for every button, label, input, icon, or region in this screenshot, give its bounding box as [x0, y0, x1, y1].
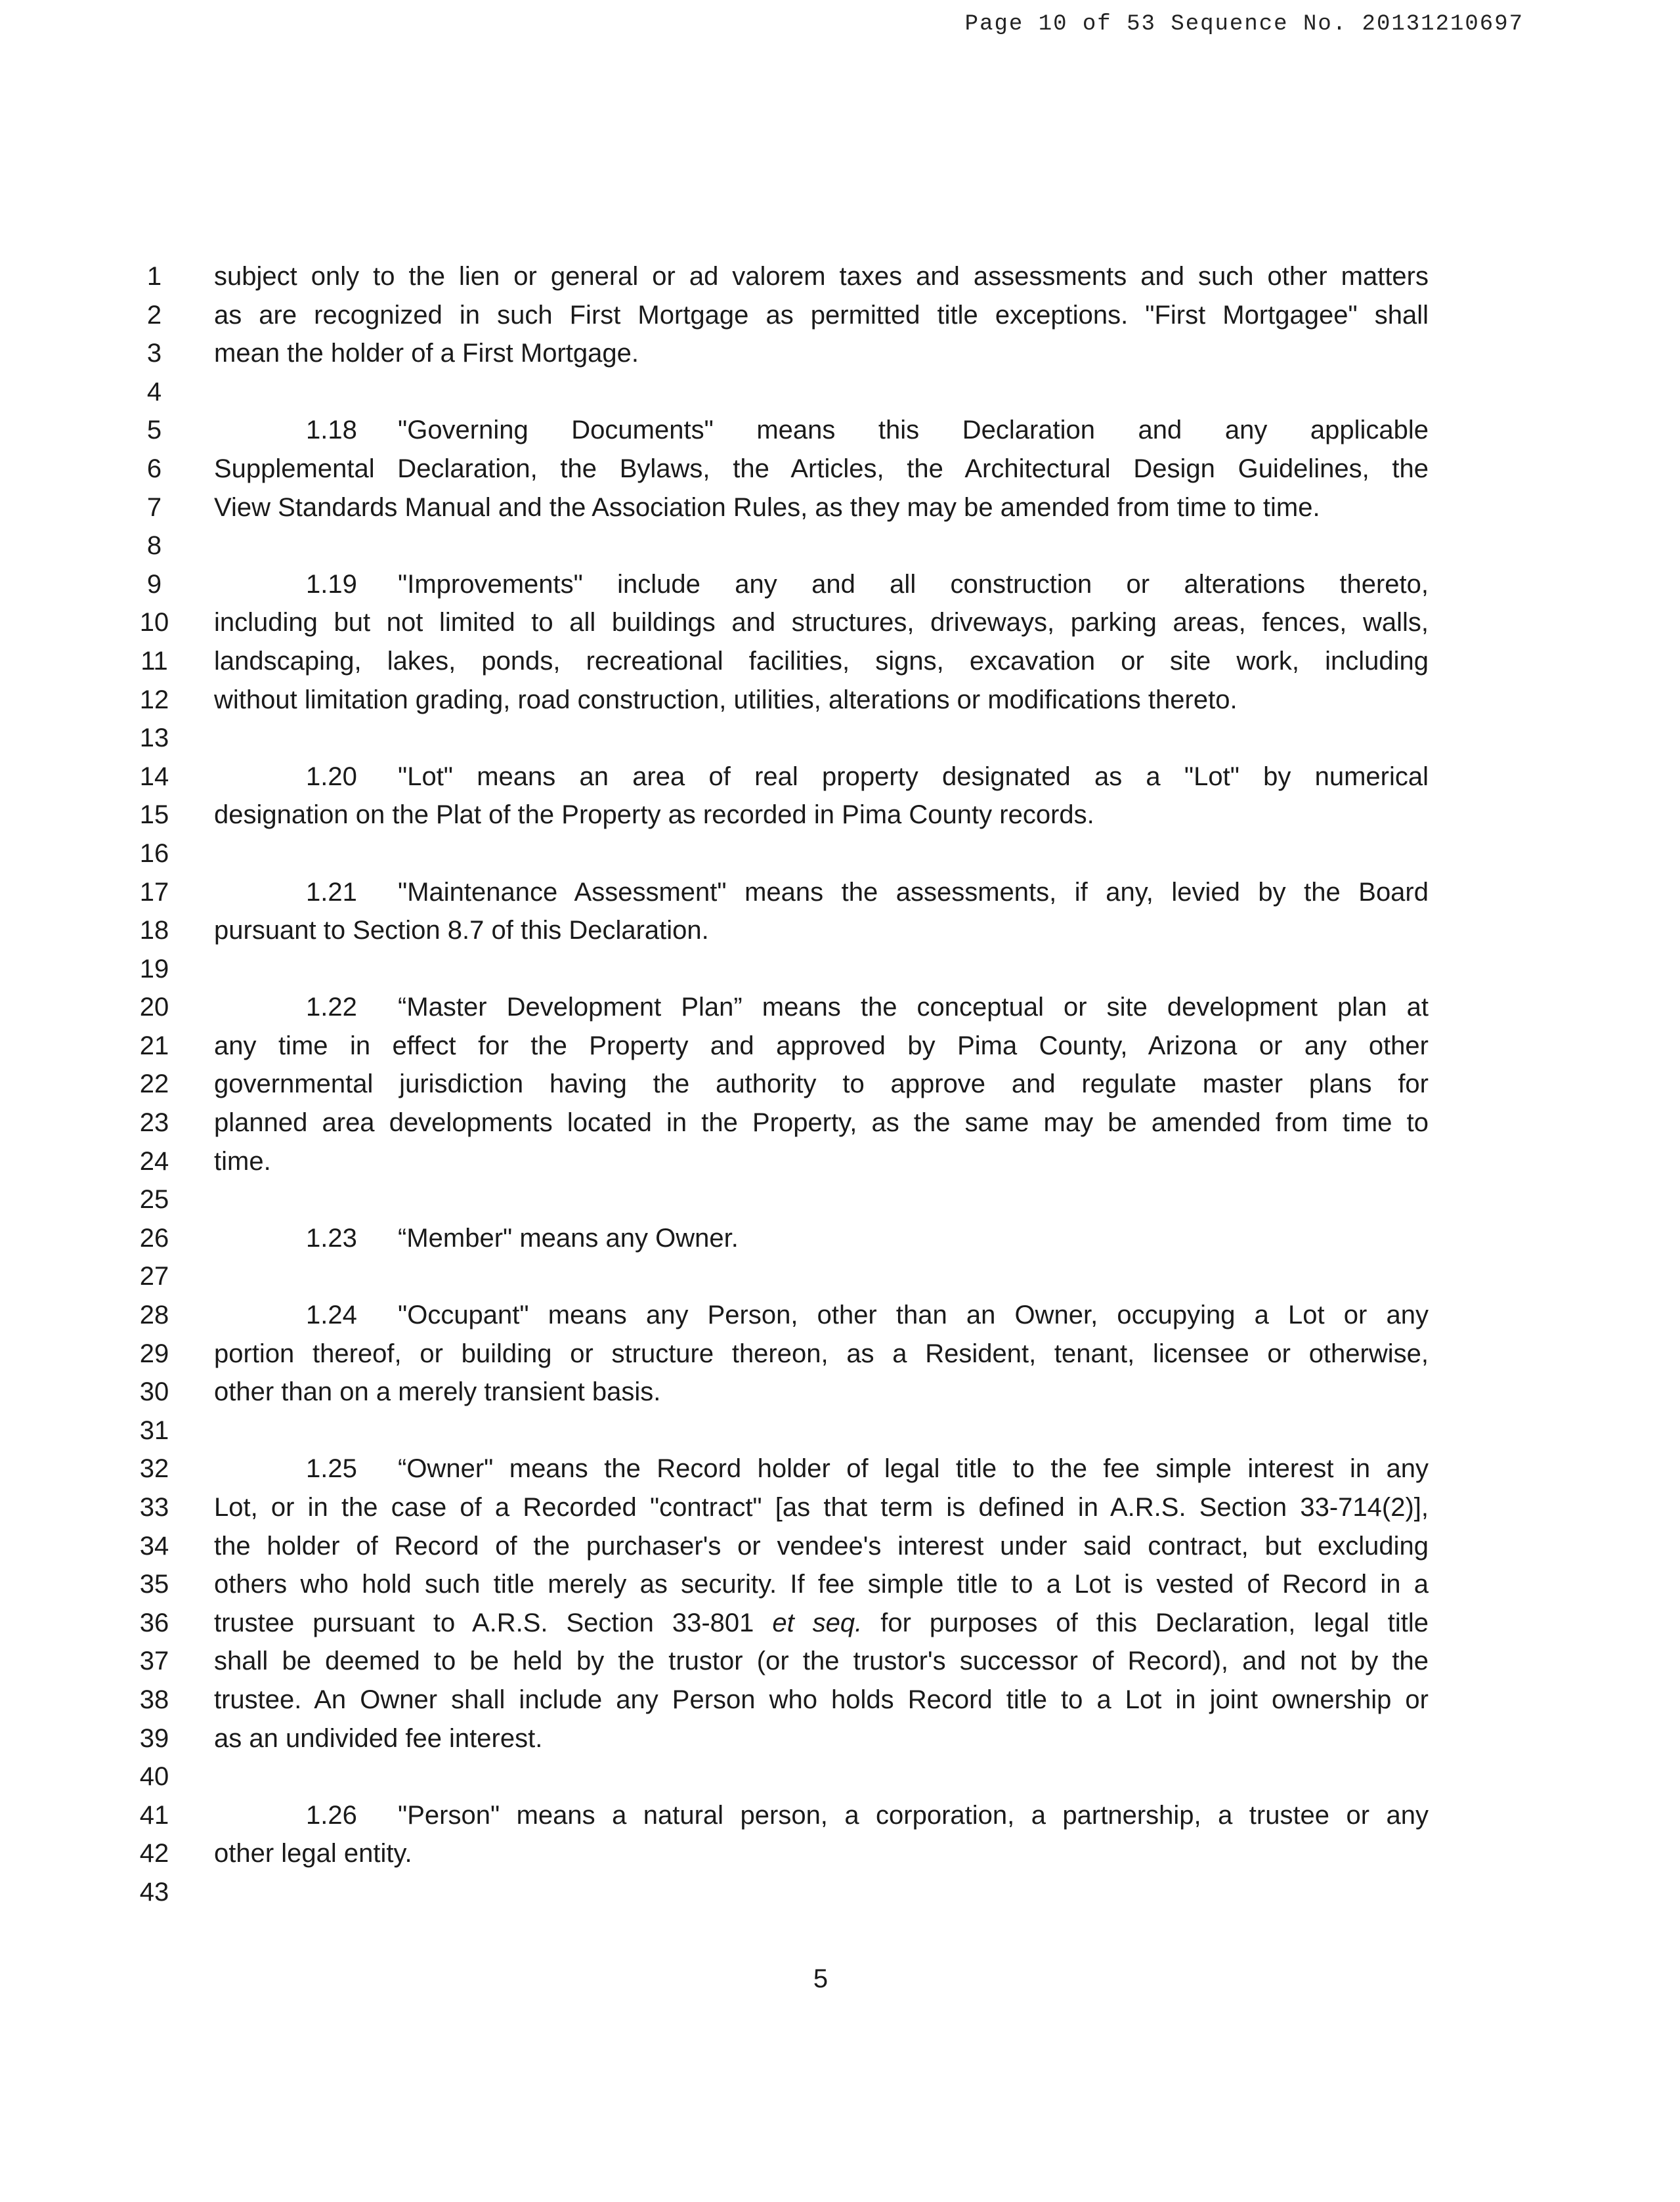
line-text: [214, 1296, 1429, 1335]
section-number: 1.19: [306, 569, 357, 599]
line-number: 24: [139, 1146, 169, 1176]
line-text: [214, 1450, 1429, 1488]
document-line: [0, 296, 1680, 335]
line-number: 21: [139, 1031, 169, 1060]
document-line: [0, 988, 1680, 1027]
line-text: planned area developments located in the Property, as the same may be amended from time to: [214, 1108, 1429, 1138]
section-text: "Person" means a natural person, a corporation, a partnership, a trustee or any: [398, 1800, 1429, 1830]
document-line: [0, 1180, 1680, 1219]
line-text: as are recognized in such First Mortgage as permitted title exceptions. "First Mortgagee" shall: [214, 300, 1429, 330]
line-number: 18: [139, 916, 169, 945]
line-number: 25: [139, 1185, 169, 1215]
line-text: any time in effect for the Property and approved by Pima County, Arizona or any other: [214, 1031, 1429, 1060]
section-text: "Lot" means an area of real property designated as a "Lot" by numerical: [398, 762, 1429, 791]
line-number: 26: [139, 1223, 169, 1253]
document-line: [0, 1027, 1680, 1066]
line-number: 37: [139, 1647, 169, 1676]
section-number: 1.20: [306, 762, 357, 791]
line-number: 9: [146, 569, 162, 599]
section-text: "Improvements" include any and all construction or alterations thereto,: [398, 569, 1429, 599]
section-text: "Maintenance Assessment" means the assessments, if any, levied by the Board: [398, 877, 1429, 907]
line-text: other than on a merely transient basis.: [214, 1377, 661, 1407]
section-number: 1.25: [306, 1454, 357, 1484]
line-text: as an undivided fee interest.: [214, 1723, 543, 1753]
document-line: [0, 1142, 1680, 1181]
line-number: 33: [139, 1493, 169, 1522]
document-line: [0, 1065, 1680, 1104]
line-number: 11: [140, 646, 168, 676]
line-number: 35: [139, 1570, 169, 1599]
line-number: 1: [146, 262, 162, 291]
document-line: [0, 1296, 1680, 1335]
document-line: [0, 1488, 1680, 1527]
section-text: “Owner" means the Record holder of legal title to the fee simple interest in any: [398, 1454, 1429, 1484]
line-text: [214, 1796, 1429, 1835]
document-line: [0, 565, 1680, 604]
line-text: the holder of Record of the purchaser's or vendee's interest under said contract, but excluding: [214, 1531, 1429, 1561]
section-text: "Governing Documents" means this Declaration and any applicable: [398, 416, 1429, 445]
document-line: [0, 488, 1680, 527]
document-line: [0, 603, 1680, 642]
document-line: [0, 1450, 1680, 1488]
line-text: designation on the Plat of the Property as recorded in Pima County records.: [214, 800, 1094, 830]
line-number: 28: [139, 1301, 169, 1330]
document-line: [0, 1604, 1680, 1643]
line-number: 34: [139, 1531, 169, 1561]
page-number: 5: [813, 1964, 829, 1993]
line-number: 32: [139, 1454, 169, 1484]
section-text: “Member" means any Owner.: [398, 1223, 739, 1253]
document-line: [0, 1834, 1680, 1873]
document-line: [0, 681, 1680, 720]
line-text: landscaping, lakes, ponds, recreational facilities, signs, excavation or site work, including: [214, 646, 1429, 676]
line-text: [214, 411, 1429, 450]
document-line: [0, 1373, 1680, 1412]
document-line: [0, 1719, 1680, 1758]
line-number: 39: [139, 1723, 169, 1753]
line-text: subject only to the lien or general or ad valorem taxes and assessments and such other matters: [214, 262, 1429, 291]
document-line: [0, 1104, 1680, 1142]
section-number: 1.26: [306, 1800, 357, 1830]
document-line: [0, 1681, 1680, 1719]
document-line: [0, 1873, 1680, 1912]
line-number: 15: [139, 800, 169, 830]
document-line: [0, 1219, 1680, 1258]
line-number: 20: [139, 993, 169, 1022]
line-text: other legal entity.: [214, 1839, 412, 1868]
document-line: [0, 873, 1680, 912]
line-text: including but not limited to all buildings and structures, driveways, parking areas, fences, walls,: [214, 608, 1429, 637]
section-number: 1.22: [306, 993, 357, 1022]
line-number: 16: [139, 838, 169, 868]
line-number: 43: [139, 1877, 169, 1907]
document-line: [0, 1257, 1680, 1296]
line-number: 14: [139, 762, 169, 791]
document-line: [0, 834, 1680, 873]
line-number: 40: [139, 1762, 169, 1792]
line-number: 27: [139, 1262, 169, 1291]
line-number: 42: [139, 1839, 169, 1868]
line-text: mean the holder of a First Mortgage.: [214, 339, 639, 368]
document-line: [0, 411, 1680, 450]
document-line: [0, 1335, 1680, 1373]
line-number: 41: [139, 1800, 169, 1830]
line-number: 12: [139, 685, 169, 714]
document-line: [0, 373, 1680, 412]
line-text: Lot, or in the case of a Recorded "contract" [as that term is defined in A.R.S. Section 33-714(2)],: [214, 1493, 1429, 1522]
line-number: 36: [139, 1608, 169, 1637]
document-line: [0, 950, 1680, 989]
line-text: pursuant to Section 8.7 of this Declaration.: [214, 916, 709, 945]
line-number: 30: [139, 1377, 169, 1407]
line-text: [214, 1219, 1429, 1258]
document-line: [0, 758, 1680, 796]
document-line: [0, 527, 1680, 565]
line-number: 17: [139, 877, 169, 907]
document-line: [0, 334, 1680, 373]
document-line: [0, 1796, 1680, 1835]
line-text: [214, 758, 1429, 796]
line-number: 10: [139, 608, 169, 637]
document-line: [0, 450, 1680, 488]
section-text: “Master Development Plan” means the conceptual or site development plan at: [398, 993, 1429, 1022]
line-number: 7: [146, 492, 162, 522]
section-number: 1.18: [306, 416, 357, 445]
line-text: others who hold such title merely as security. If fee simple title to a Lot is vested of Record in a: [214, 1570, 1429, 1599]
line-text: [214, 565, 1429, 604]
section-number: 1.23: [306, 1223, 357, 1253]
line-number: 6: [146, 454, 162, 483]
line-number: 4: [146, 377, 162, 406]
section-number: 1.24: [306, 1301, 357, 1330]
line-text: shall be deemed to be held by the trustor (or the trustor's successor of Record), and not by the: [214, 1647, 1429, 1676]
line-number: 22: [139, 1069, 169, 1099]
line-text: [214, 988, 1429, 1027]
document-line: [0, 1565, 1680, 1604]
line-text: trustee pursuant to A.R.S. Section 33-801 et seq. for purposes of this Declaration, legal title: [214, 1608, 1429, 1637]
line-text: [214, 873, 1429, 912]
line-number: 29: [139, 1339, 169, 1368]
document-line: [0, 257, 1680, 296]
line-text: without limitation grading, road construction, utilities, alterations or modifications thereto.: [214, 685, 1238, 714]
section-number: 1.21: [306, 877, 357, 907]
line-text: portion thereof, or building or structure thereon, as a Resident, tenant, licensee or otherwise,: [214, 1339, 1429, 1368]
line-number: 23: [139, 1108, 169, 1138]
document-line: [0, 1412, 1680, 1450]
page-header: Page 10 of 53 Sequence No. 20131210697: [964, 12, 1524, 37]
document-line: [0, 1642, 1680, 1681]
section-text: "Occupant" means any Person, other than an Owner, occupying a Lot or any: [398, 1301, 1429, 1330]
document-line: [0, 796, 1680, 834]
line-number: 38: [139, 1685, 169, 1714]
line-number: 3: [146, 339, 162, 368]
line-number: 2: [146, 300, 162, 330]
document-body: [0, 257, 1680, 1912]
document-line: [0, 642, 1680, 681]
line-text: View Standards Manual and the Association Rules, as they may be amended from time to time.: [214, 492, 1320, 522]
line-text: trustee. An Owner shall include any Person who holds Record title to a Lot in joint ownership or: [214, 1685, 1429, 1714]
line-text: governmental jurisdiction having the authority to approve and regulate master plans for: [214, 1069, 1429, 1099]
line-number: 5: [146, 416, 162, 445]
line-text: Supplemental Declaration, the Bylaws, the Articles, the Architectural Design Guidelines, the: [214, 454, 1429, 483]
document-line: [0, 1527, 1680, 1566]
document-line: [0, 911, 1680, 950]
line-number: 8: [146, 531, 162, 561]
line-number: 31: [139, 1415, 169, 1445]
line-number: 19: [139, 954, 169, 983]
document-line: [0, 1758, 1680, 1796]
document-line: [0, 719, 1680, 758]
line-number: 13: [139, 723, 169, 753]
line-text: time.: [214, 1146, 271, 1176]
